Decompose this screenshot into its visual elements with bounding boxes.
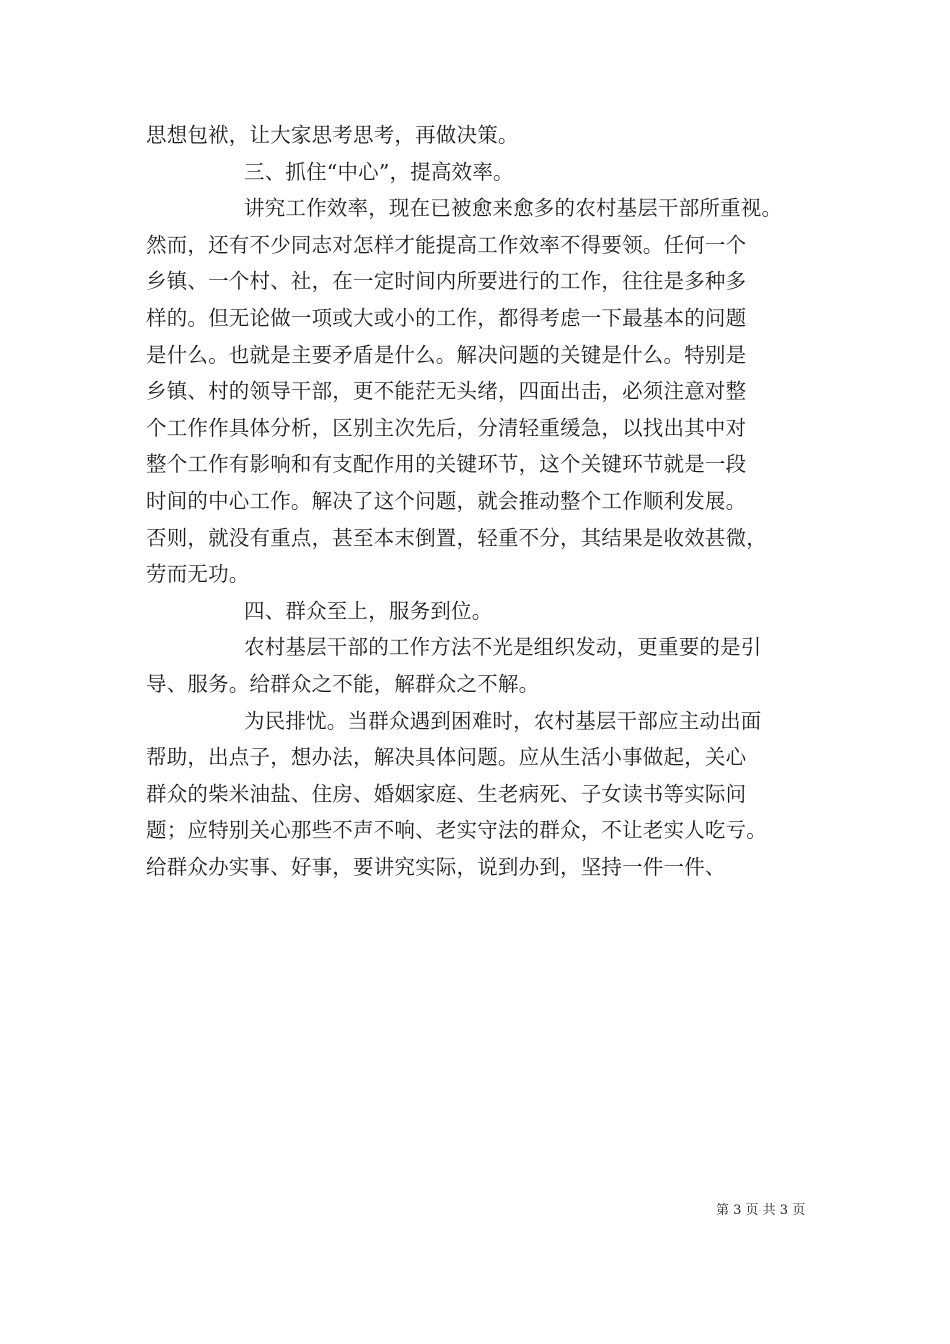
text-line: 样的。但无论做一项或大或小的工作，都得考虑一下最基本的问题 (146, 305, 747, 330)
text-line: 劳而无功。 (146, 562, 250, 587)
text-line: 时间的中心工作。解决了这个问题，就会推动整个工作顺利发展。 (146, 488, 747, 513)
text-line: 思想包袱，让大家思考思考，再做决策。 (146, 123, 519, 147)
section-heading-3: 三、抓住“中心”，提高效率。 (244, 159, 514, 184)
paragraph-start: 农村基层干部的工作方法不光是组织发动，更重要的是引 (244, 635, 762, 660)
text-line: 群众的柴米油盐、住房、婚姻家庭、生老病死、子女读书等实际问 (146, 781, 747, 806)
text-line: 题；应特别关心那些不声不响、老实守法的群众，不让老实人吃亏。 (146, 818, 767, 843)
text-line: 个工作作具体分析，区别主次先后，分清轻重缓急，以找出其中对 (146, 415, 747, 440)
text-line: 整个工作有影响和有支配作用的关键环节，这个关键环节就是一段 (146, 452, 747, 477)
text-line: 然而，还有不少同志对怎样才能提高工作效率不得要领。任何一个 (146, 232, 747, 257)
page-number: 第 3 页 共 3 页 (716, 1203, 806, 1218)
section-heading-4: 四、群众至上，服务到位。 (244, 598, 493, 623)
text-line: 给群众办实事、好事，要讲究实际，说到办到，坚持一件一件、 (146, 854, 726, 879)
paragraph-start: 为民排忧。当群众遇到困难时，农村基层干部应主动出面 (244, 708, 762, 733)
text-line: 乡镇、一个村、社，在一定时间内所要进行的工作，往往是多种多 (146, 269, 747, 294)
text-line: 帮助，出点子，想办法，解决具体问题。应从生活小事做起，关心 (146, 745, 747, 770)
paragraph-start: 讲究工作效率，现在已被愈来愈多的农村基层干部所重视。 (244, 196, 783, 221)
text-line: 乡镇、村的领导干部，更不能茫无头绪，四面出击，必须注意对整 (146, 379, 747, 404)
document-body (146, 117, 826, 885)
text-line: 是什么。也就是主要矛盾是什么。解决问题的关键是什么。特别是 (146, 342, 747, 367)
text-line: 否则，就没有重点，甚至本末倒置，轻重不分，其结果是收效甚微， (146, 525, 767, 550)
text-line: 导、服务。给群众之不能，解群众之不解。 (146, 671, 540, 696)
